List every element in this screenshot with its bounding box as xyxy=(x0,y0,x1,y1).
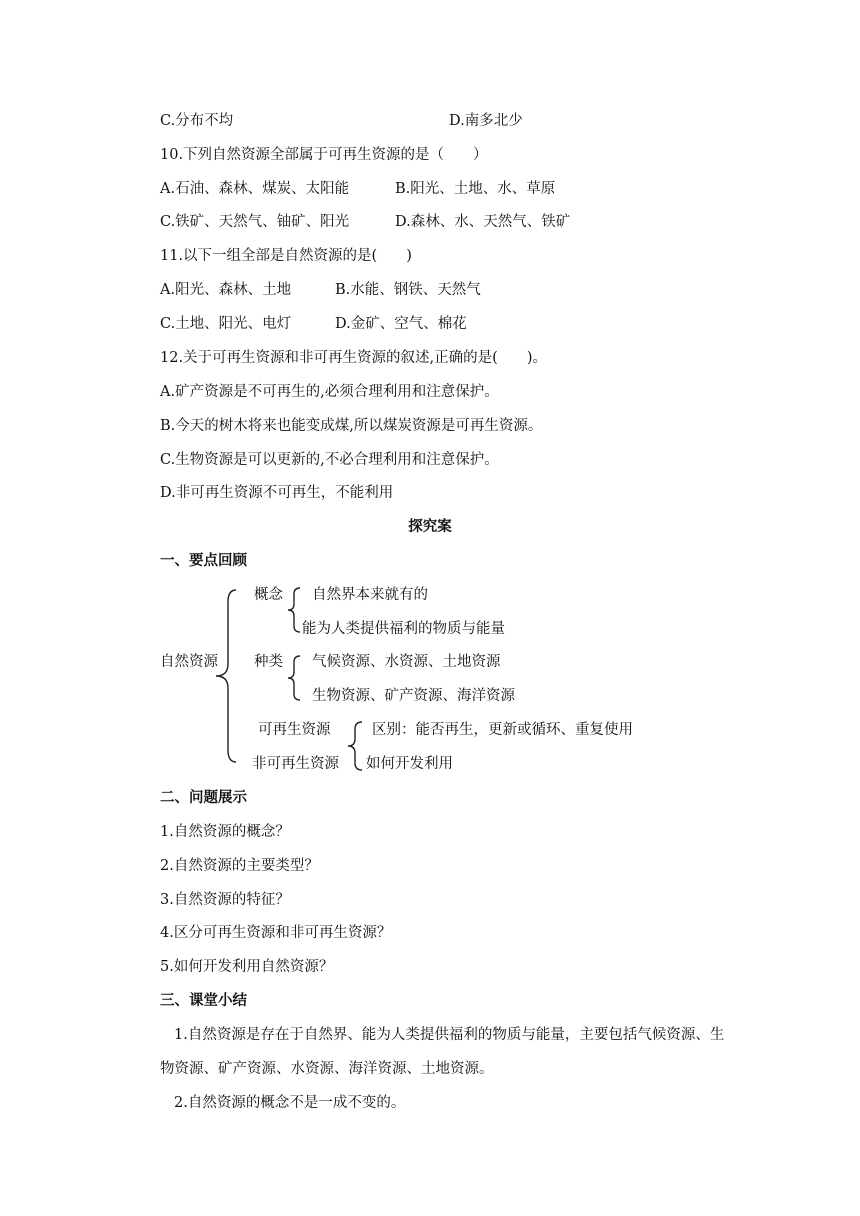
concept-item-2: 能为人类提供福利的物质与能量 xyxy=(302,621,505,637)
section3-heading: 三、课堂小结 xyxy=(160,992,247,1009)
types-label: 种类 xyxy=(254,654,283,670)
section-title: 探究案 xyxy=(408,518,452,535)
q12-option-d: D.非可再生资源不可再生，不能利用 xyxy=(160,485,394,501)
main-brace xyxy=(208,588,238,764)
q10-stem: 10.下列自然资源全部属于可再生资源的是（ ） xyxy=(160,147,488,163)
q12-option-c: C.生物资源是可以更新的,不必合理利用和注意保护。 xyxy=(160,452,499,468)
renew-item-1: 区别：能否再生，更新或循环、重复使用 xyxy=(372,722,633,738)
section1-heading: 一、要点回顾 xyxy=(160,552,247,569)
summary-paragraph-1-line-2: 物资源、矿产资源、水资源、海洋资源、土地资源。 xyxy=(160,1061,494,1077)
q12-option-b: B.今天的树木将来也能变成煤,所以煤炭资源是可再生资源。 xyxy=(160,418,543,434)
types-item-1: 气候资源、水资源、土地资源 xyxy=(312,654,501,670)
renewable-brace xyxy=(344,720,366,772)
renewable-label: 可再生资源 xyxy=(258,722,331,738)
nonrenewable-label: 非可再生资源 xyxy=(252,756,339,772)
q11-option-d: D.金矿、空气、棉花 xyxy=(335,316,467,332)
q12-stem: 12.关于可再生资源和非可再生资源的叙述,正确的是( )。 xyxy=(160,350,547,366)
question-item-2: 2.自然资源的主要类型？ xyxy=(160,858,319,874)
diagram-root: 自然资源 xyxy=(160,654,218,670)
question-item-1: 1.自然资源的概念？ xyxy=(160,824,290,840)
types-item-2: 生物资源、矿产资源、海洋资源 xyxy=(312,688,515,704)
concept-item-1: 自然界本来就有的 xyxy=(312,587,428,603)
question-item-4: 4.区分可再生资源和非可再生资源？ xyxy=(160,925,392,941)
q11-option-b: B.水能、钢铁、天然气 xyxy=(335,282,481,298)
q9-option-c: C.分布不均 xyxy=(160,113,234,129)
renew-item-2: 如何开发利用 xyxy=(366,756,453,772)
q12-option-a: A.矿产资源是不可再生的,必须合理利用和注意保护。 xyxy=(160,384,499,400)
concept-brace xyxy=(284,586,304,634)
q10-option-c: C.铁矿、天然气、铀矿、阳光 xyxy=(160,214,350,230)
types-brace xyxy=(284,654,304,702)
q10-option-d: D.森林、水、天然气、铁矿 xyxy=(395,214,571,230)
summary-paragraph-2: 2.自然资源的概念不是一成不变的。 xyxy=(174,1095,406,1111)
question-item-5: 5.如何开发利用自然资源？ xyxy=(160,959,334,975)
q11-stem: 11.以下一组全部是自然资源的是( ) xyxy=(160,248,412,264)
q11-option-a: A.阳光、森林、土地 xyxy=(160,282,292,298)
concept-label: 概念 xyxy=(254,587,283,603)
q9-option-d: D.南多北少 xyxy=(449,113,523,129)
q11-option-c: C.土地、阳光、电灯 xyxy=(160,316,292,332)
q10-option-b: B.阳光、土地、水、草原 xyxy=(395,181,556,197)
question-item-3: 3.自然资源的特征？ xyxy=(160,892,290,908)
section2-heading: 二、问题展示 xyxy=(160,789,247,806)
summary-paragraph-1-line-1: 1.自然资源是存在于自然界、能为人类提供福利的物质与能量，主要包括气候资源、生 xyxy=(174,1027,725,1043)
q10-option-a: A.石油、森林、煤炭、太阳能 xyxy=(160,181,350,197)
